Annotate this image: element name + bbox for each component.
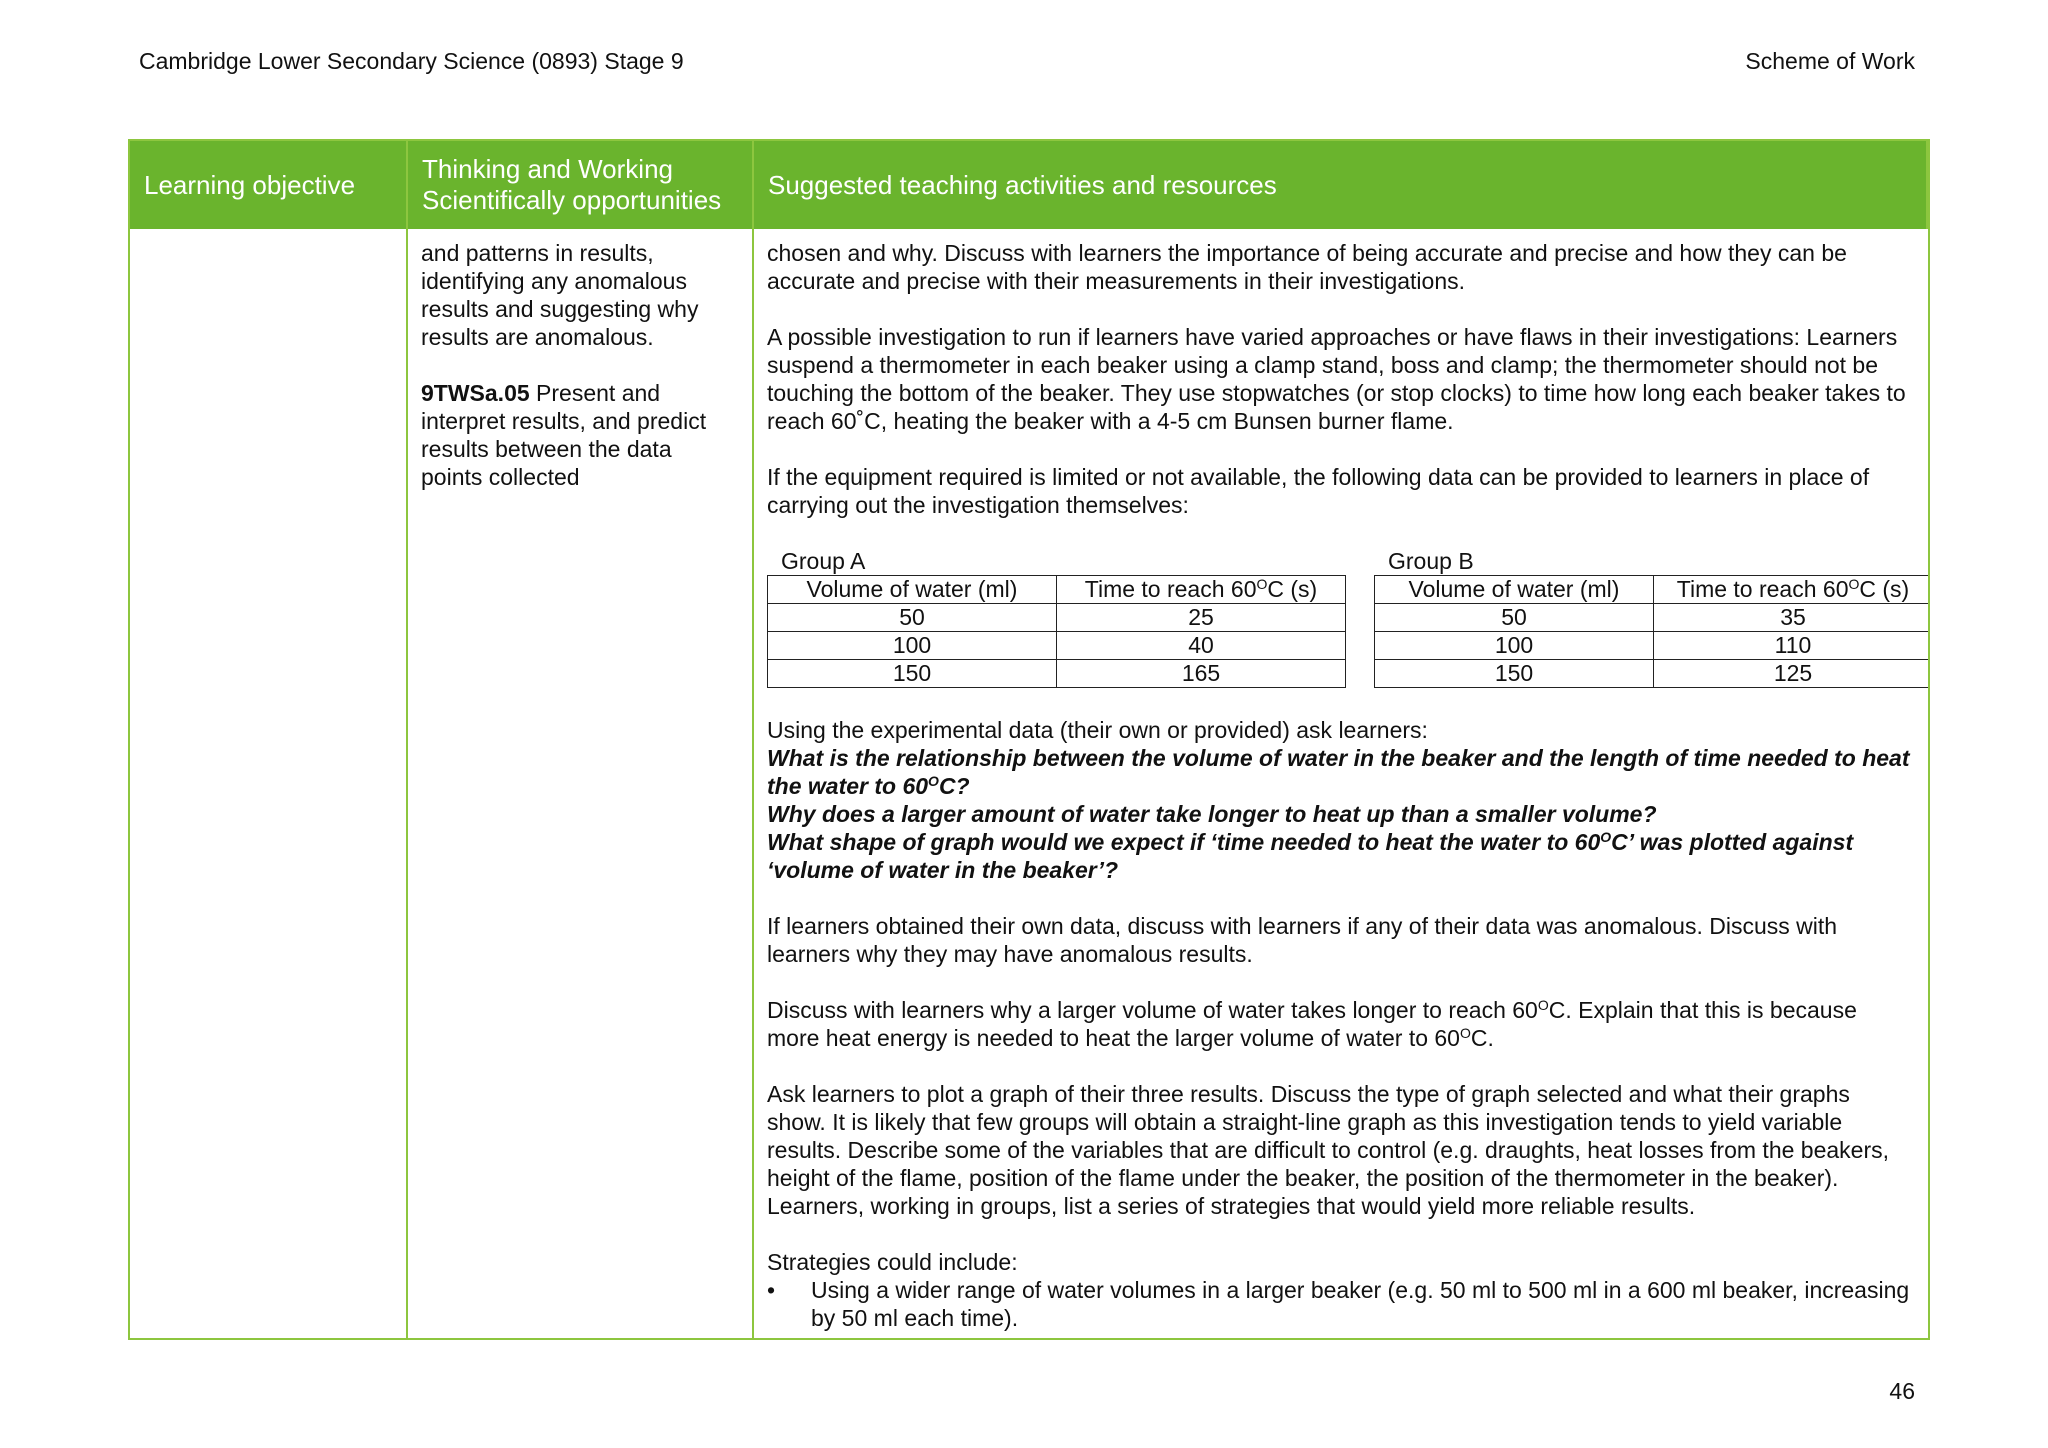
activities-paragraph-7: Ask learners to plot a graph of their three results. Discuss the type of graph selected and what their graphs show. It is likely that few groups will obtain a straight-line graph as this investigation tends to yield variable results. Describe some of the variables that are difficult to control (e.g. draughts, heat losses from the beakers, height of the flame, position of the flame under the beaker, the position of the thermometer in the beaker). Learners, working in groups, list a series of strategies that would yield more reliable results. (767, 1081, 1890, 1219)
group-a-table (767, 575, 1346, 688)
table-row (768, 660, 1346, 688)
volume-cell: 100 (1375, 632, 1654, 660)
strategies-block (767, 1248, 1915, 1332)
volume-cell: 150 (1375, 660, 1654, 688)
twso-cell (408, 229, 754, 1338)
header-time: Time to reach $60^OC$ (s) (1654, 576, 1929, 604)
question-2: Why does a larger amount of water take longer to heat up than a smaller volume? (767, 801, 1657, 827)
page-number: 46 (1889, 1378, 1915, 1404)
question-1: What is the relationship between the volume of water in the beaker and the length of time needed to heat the water to $60^OC$? (767, 745, 1910, 799)
activities-paragraph-6: Discuss with learners why a larger volume of water takes longer to reach $60^OC$. Explain that this is because more heat energy is needed to heat the larger volume of water to $60^OC$. (767, 997, 1857, 1051)
twso-code: 9TWSa.05 (421, 380, 530, 406)
twso-objective (421, 379, 739, 491)
learning-objective-cell (130, 229, 408, 1338)
list-item: • Using a wider range of water volumes in a larger beaker (e.g. 50 ml to 500 ml in a 600 ml beaker, increasing by 50 ml each time). (767, 1276, 1915, 1332)
activities-paragraph-5: If learners obtained their own data, discuss with learners if any of their data was anomalous. Discuss with learners why they may have anomalous results. (767, 913, 1838, 967)
question-3: What shape of graph would we expect if ‘time needed to heat the water to $60^OC$’ was plotted against ‘volume of water in the beaker’? (767, 829, 1854, 883)
twso-description: Present and interpret results, and predict results between the data points collected (421, 380, 707, 490)
table-row (768, 632, 1346, 660)
table-row (1375, 660, 1929, 688)
document-header-title: Cambridge Lower Secondary Science (0893) Stage 9 (139, 48, 684, 74)
group-a-table-wrap (767, 547, 1346, 688)
strategies-intro: Strategies could include: (767, 1249, 1018, 1275)
volume-cell: 100 (768, 632, 1057, 660)
questions-intro: Using the experimental data (their own or provided) ask learners: (767, 717, 1428, 743)
questions-block (767, 716, 1915, 884)
volume-cell: 50 (1375, 604, 1654, 632)
twso-continued-text: and patterns in results, identifying any anomalous results and suggesting why results are anomalous. (421, 240, 699, 350)
volume-cell: 150 (768, 660, 1057, 688)
header-time: Time to reach $60^OC$ (s) (1057, 576, 1346, 604)
data-tables (767, 547, 1928, 688)
volume-cell: 50 (768, 604, 1057, 632)
activities-cell (754, 229, 1928, 1338)
column-header-activities: Suggested teaching activities and resources (754, 141, 1928, 229)
time-cell: 110 (1654, 632, 1929, 660)
time-cell: 40 (1057, 632, 1346, 660)
time-cell: 35 (1654, 604, 1929, 632)
table-row (768, 604, 1346, 632)
group-b-caption: Group B (1388, 548, 1474, 574)
header-volume: Volume of water (ml) (1375, 576, 1654, 604)
group-b-table-wrap (1374, 547, 1928, 688)
scheme-of-work-table (128, 139, 1930, 1340)
time-cell: 165 (1057, 660, 1346, 688)
group-a-caption: Group A (781, 548, 866, 574)
activities-paragraph-3: If the equipment required is limited or not available, the following data can be provided to learners in place of carrying out the investigation themselves: (767, 464, 1870, 518)
table-row (1375, 604, 1929, 632)
time-cell: 125 (1654, 660, 1929, 688)
document-header-section: Scheme of Work (1745, 48, 1915, 74)
header-volume: Volume of water (ml) (768, 576, 1057, 604)
activities-paragraph-1: chosen and why. Discuss with learners the importance of being accurate and precise and how they can be accurate and precise with their measurements in their investigations. (767, 240, 1847, 294)
table-header-row (1375, 576, 1929, 604)
column-header-learning-objective: Learning objective (130, 141, 408, 229)
group-b-table (1374, 575, 1928, 688)
strategies-list (767, 1276, 1915, 1332)
table-header-row (768, 576, 1346, 604)
time-cell: 25 (1057, 604, 1346, 632)
table-row (1375, 632, 1929, 660)
column-header-twso: Thinking and Working Scientifically opportunities (408, 141, 754, 229)
activities-paragraph-2: A possible investigation to run if learners have varied approaches or have flaws in their investigations: Learners suspend a thermometer in each beaker using a clamp stand, boss and clamp; the thermometer should not be touching the bottom of the beaker. They use stopwatches (or stop clocks) to time how long each beaker takes to reach 60˚C, heating the beaker with a 4-5 cm Bunsen burner flame. (767, 324, 1906, 434)
